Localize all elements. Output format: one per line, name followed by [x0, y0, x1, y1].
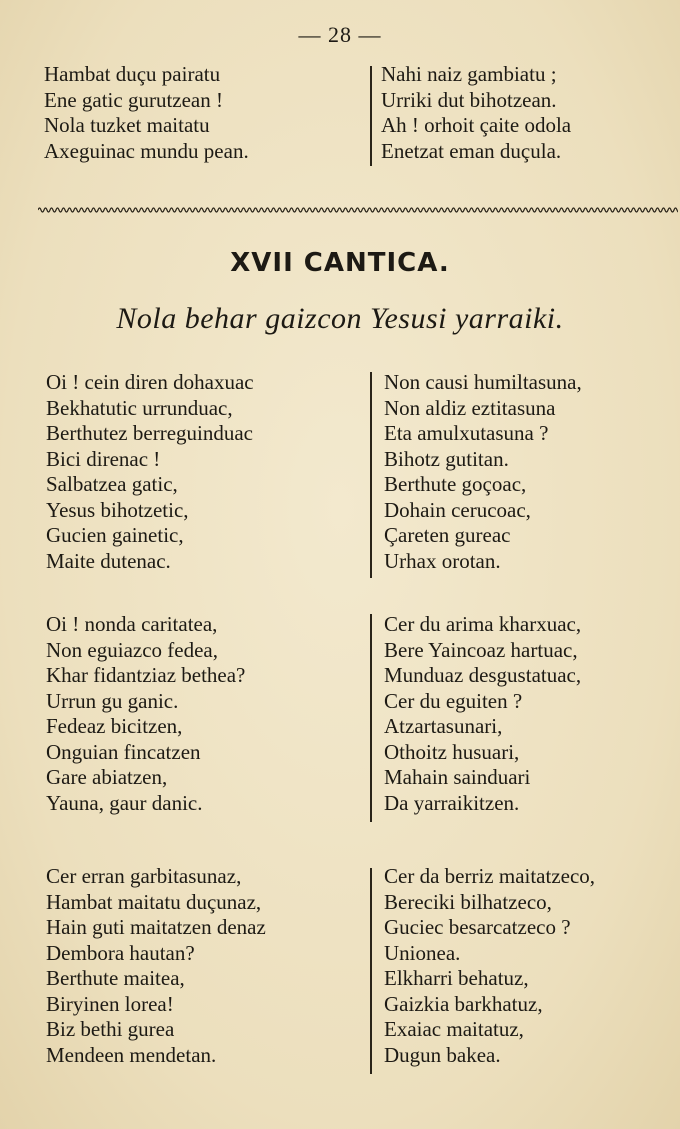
verse-line: Hambat duçu pairatu: [44, 62, 221, 86]
verse-line: Oi ! cein diren dohaxuac: [46, 370, 254, 394]
top-stanza-left: [44, 62, 249, 164]
verse-line: Yesus bihotzetic,: [46, 497, 189, 522]
verse-line: Bereciki bilhatzeco,: [384, 889, 552, 914]
verse-line: Mendeen mendetan.: [46, 1042, 217, 1067]
stanza-left-3: [46, 864, 266, 1068]
verse-line: Hambat maitatu duçunaz,: [46, 889, 262, 914]
section-title: XVII CANTICA.: [230, 248, 450, 278]
verse-line: Bici direnac !: [46, 446, 161, 471]
stanza-right-2: [384, 612, 581, 816]
verse-line: Çareten gureac: [384, 523, 511, 547]
verse-line: Cer erran garbitasunaz,: [46, 864, 242, 888]
page-number: — 28 —: [298, 22, 382, 47]
verse-line: Cer du arima kharxuac,: [384, 612, 582, 636]
verse-line: Nola tuzket maitatu: [44, 113, 210, 137]
verse-line: Urrun gu ganic.: [46, 688, 179, 713]
verse-line: Bihotz gutitan.: [384, 446, 509, 471]
verse-line: Mahain sainduari: [384, 765, 531, 789]
wavy-ornament-rule: [38, 203, 678, 217]
verse-line: Yauna, gaur danic.: [46, 790, 203, 815]
verse-line: Fedeaz bicitzen,: [46, 714, 183, 738]
verse-line: Bekhatutic urrunduac,: [46, 395, 233, 420]
verse-line: Axeguinac mundu pean.: [44, 138, 249, 163]
verse-line: Gucien gainetic,: [46, 523, 184, 547]
verse-line: Berthute goçoac,: [384, 472, 527, 496]
verse-line: Atzartasunari,: [384, 714, 503, 738]
verse-line: Berthutez berreguinduac: [46, 421, 253, 445]
verse-line: Othoitz husuari,: [384, 739, 520, 764]
verse-line: Berthute maitea,: [46, 966, 185, 990]
verse-line: Biz bethi gurea: [46, 1017, 175, 1041]
column-divider: [370, 372, 372, 578]
column-divider: [370, 614, 372, 822]
verse-line: Nahi naiz gambiatu ;: [381, 62, 557, 86]
verse-line: Guciec besarcatzeco ?: [384, 915, 571, 939]
stanza-right-1: [384, 370, 582, 574]
verse-line: Biryinen lorea!: [46, 991, 174, 1016]
verse-line: Gare abiatzen,: [46, 765, 168, 789]
verse-line: Ah ! orhoit çaite odola: [381, 113, 572, 137]
verse-line: Urriki dut bihotzean.: [381, 87, 557, 112]
verse-line: Hain guti maitatzen denaz: [46, 915, 266, 939]
stanza-right-3: [384, 864, 595, 1068]
verse-line: Cer du eguiten ?: [384, 688, 523, 713]
verse-line: Elkharri behatuz,: [384, 966, 529, 990]
verse-line: Non eguiazco fedea,: [46, 637, 218, 662]
verse-line: Exaiac maitatuz,: [384, 1017, 524, 1041]
verse-line: Non aldiz eztitasuna: [384, 395, 556, 420]
verse-line: Cer da berriz maitatzeco,: [384, 864, 596, 888]
verse-line: Dohain cerucoac,: [384, 497, 531, 522]
stanza-left-1: [46, 370, 254, 574]
verse-line: Onguian fincatzen: [46, 739, 201, 764]
verse-line: Ene gatic gurutzean !: [44, 87, 223, 112]
verse-line: Unionea.: [384, 940, 461, 965]
verse-line: Oi ! nonda caritatea,: [46, 612, 218, 636]
verse-line: Gaizkia barkhatuz,: [384, 991, 543, 1016]
verse-line: Eta amulxutasuna ?: [384, 421, 549, 445]
stanza-left-2: [46, 612, 245, 816]
verse-line: Salbatzea gatic,: [46, 472, 178, 496]
verse-line: Enetzat eman duçula.: [381, 138, 562, 163]
verse-line: Bere Yaincoaz hartuac,: [384, 637, 578, 662]
section-subtitle: Nola behar gaizcon Yesusi yarraiki.: [116, 302, 564, 335]
verse-line: Maite dutenac.: [46, 548, 171, 573]
verse-line: Da yarraikitzen.: [384, 790, 520, 815]
column-divider: [370, 868, 372, 1074]
verse-line: Non causi humiltasuna,: [384, 370, 582, 394]
column-divider: [370, 66, 372, 166]
verse-line: Dugun bakea.: [384, 1042, 501, 1067]
verse-line: Munduaz desgustatuac,: [384, 663, 582, 687]
verse-line: Dembora hautan?: [46, 940, 195, 965]
verse-line: Khar fidantziaz bethea?: [46, 663, 246, 687]
top-stanza-right: [381, 62, 571, 164]
verse-line: Urhax orotan.: [384, 548, 501, 573]
